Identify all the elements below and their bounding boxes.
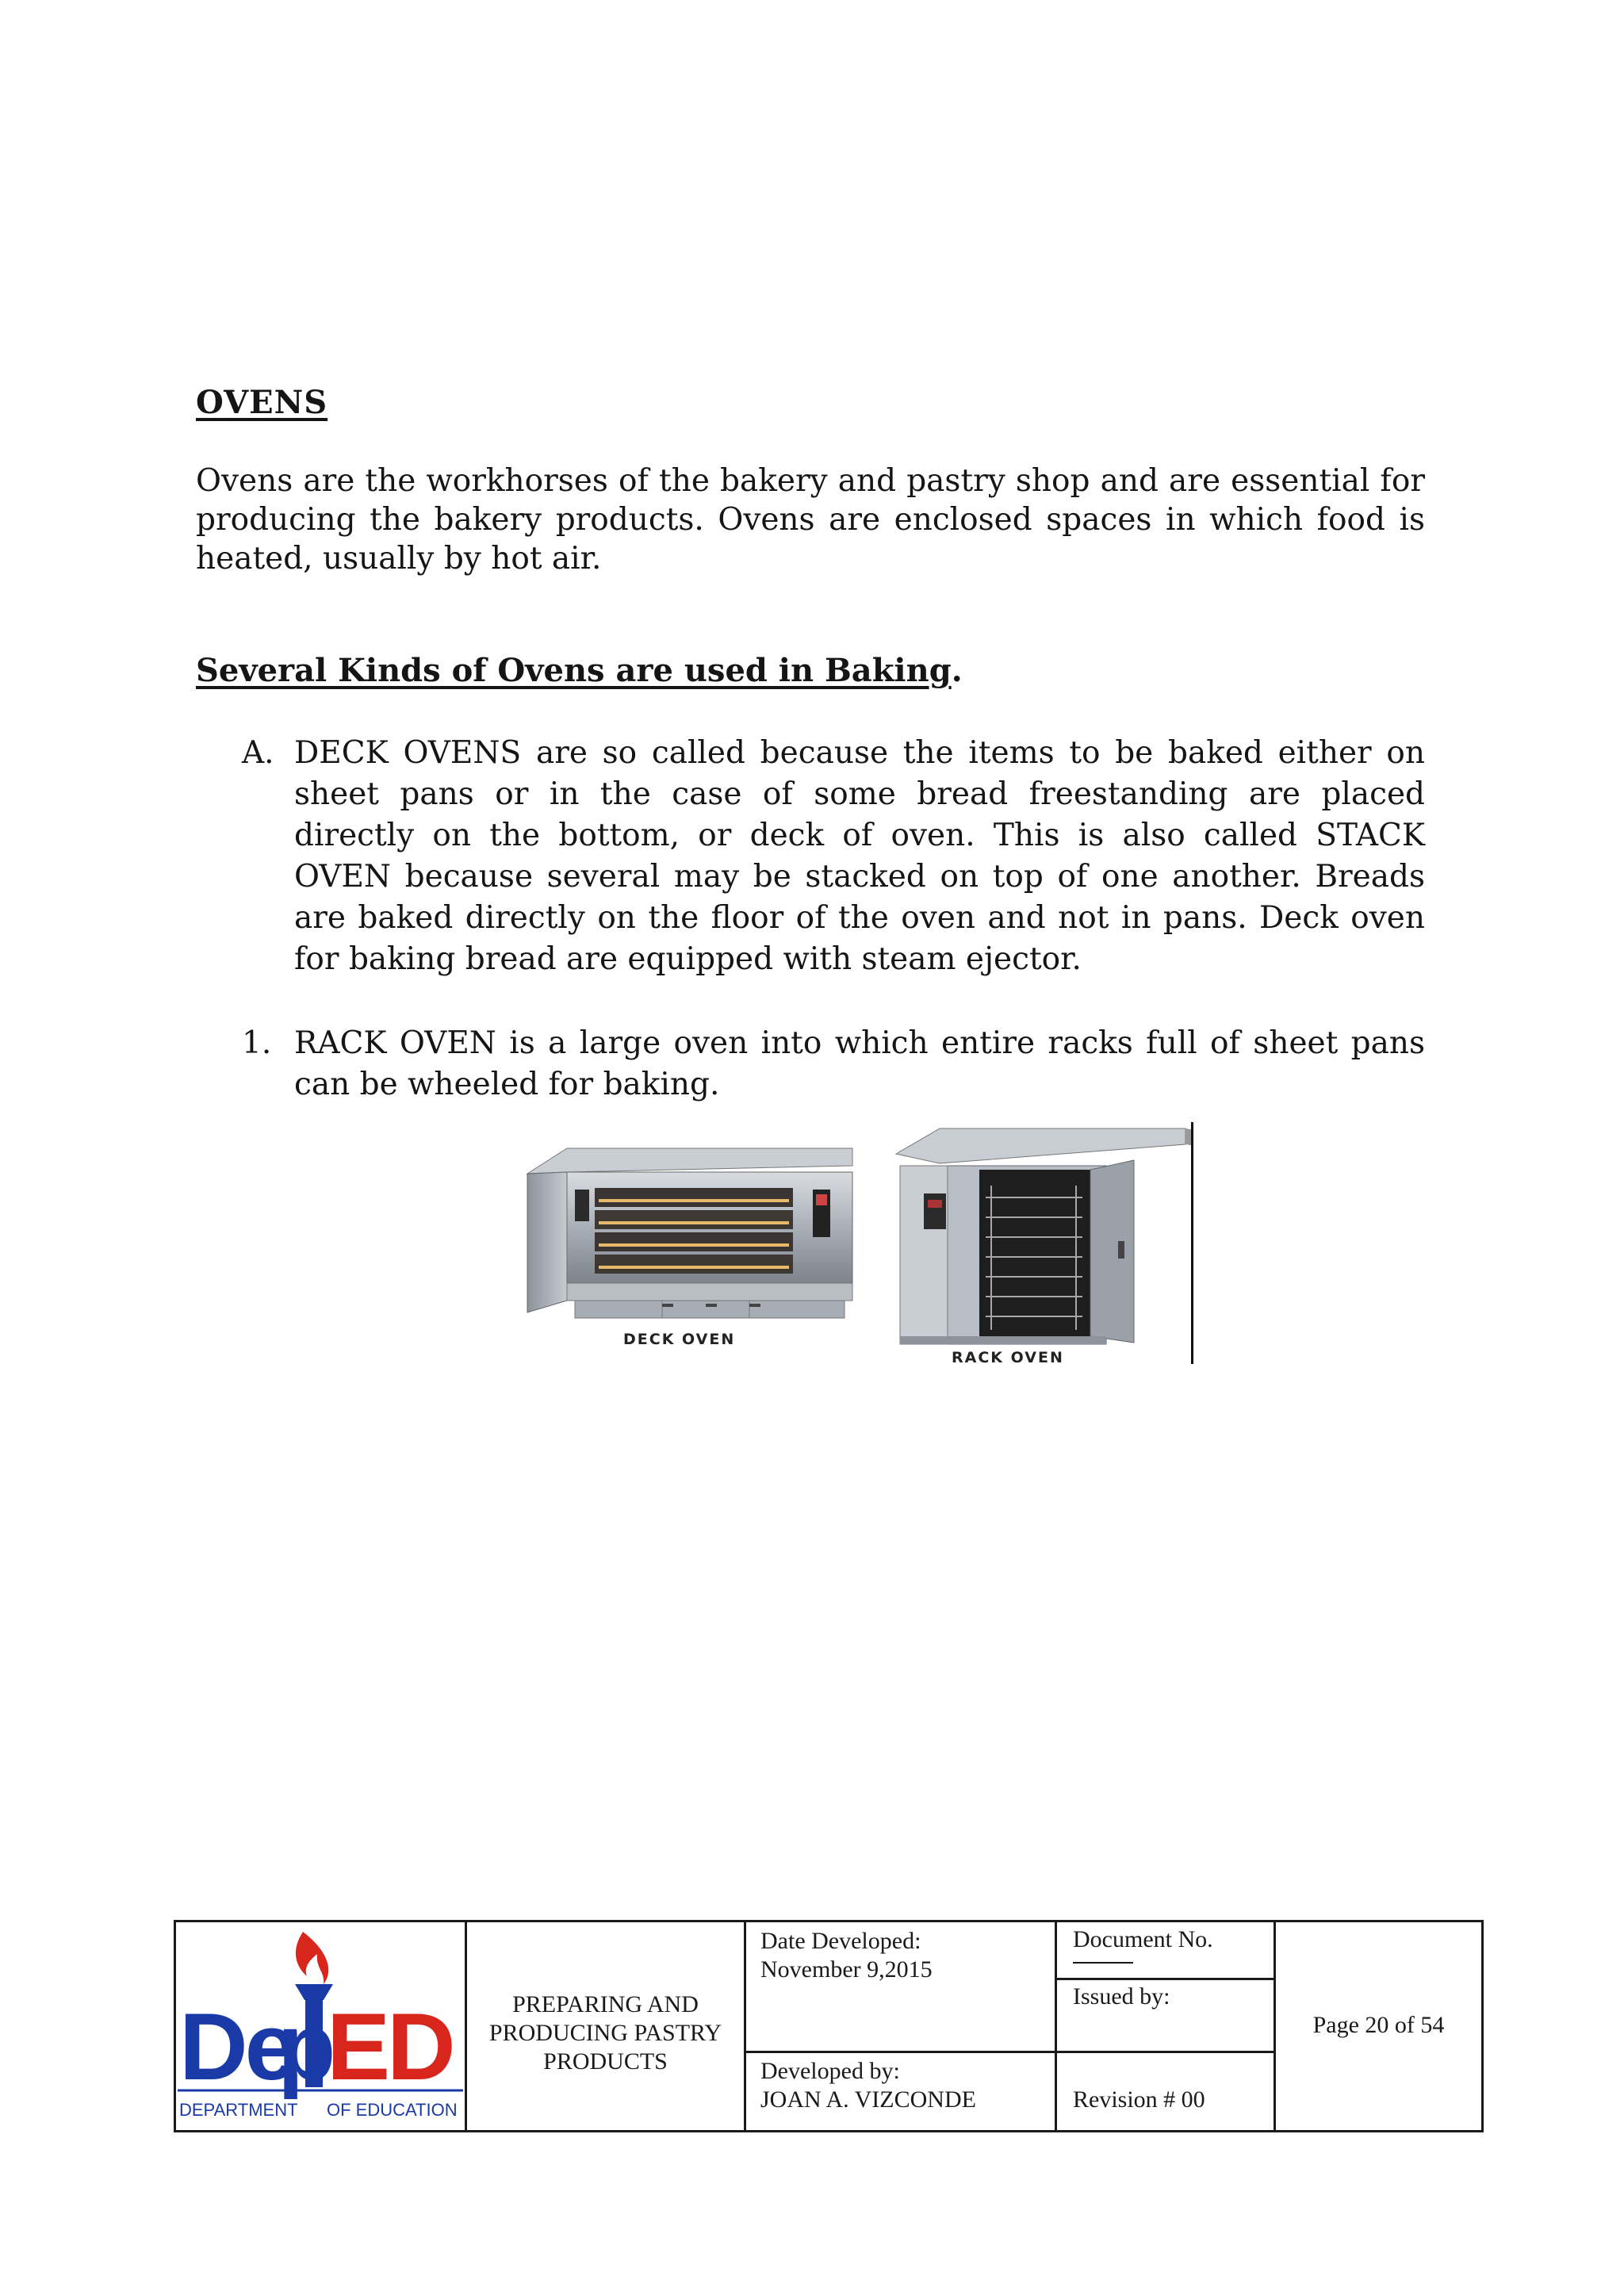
document-footer [174, 1920, 1484, 2132]
list-item-deck-ovens [242, 733, 1425, 980]
deck-oven-caption: DECK OVEN [623, 1331, 736, 1348]
svg-text:OF EDUCATION: OF EDUCATION [327, 2100, 458, 2120]
footer-divider [1057, 2051, 1274, 2053]
footer-divider [746, 2051, 1055, 2053]
footer-docinfo-cell [1057, 1922, 1276, 2130]
svg-text:DEPARTMENT: DEPARTMENT [179, 2100, 298, 2120]
footer-page-cell [1276, 1922, 1481, 2130]
svg-text:p: p [278, 1994, 336, 2100]
subheading-period: . [951, 652, 963, 689]
list-item-text: DECK OVENS are so called because the items to be baked either on sheet pans or in the case of some bread freestanding are placed directly on the bottom, or deck of oven. This is also called STACK OVEN because several may be stacked on top of one another. Breads are baked directly on the floor of the oven and not in pans. Deck oven for baking bread are equipped with steam ejector. [294, 735, 1425, 977]
intro-paragraph: Ovens are the workhorses of the bakery and pastry shop and are essential for producing the bakery products. Ovens are enclosed spaces in which food is heated, usually by hot air. [196, 463, 1425, 577]
list-item-text: RACK OVEN is a large oven into which entire racks full of sheet pans can be wheeled for baking. [294, 1025, 1425, 1102]
date-developed-value: November 9,2015 [760, 1956, 933, 1983]
footer-divider [1057, 1978, 1274, 1980]
list-marker: 1. [242, 1025, 272, 1061]
subheading-text: Several Kinds of Ovens are used in Baking [196, 652, 952, 689]
document-no-label: Document No. [1073, 1926, 1213, 1952]
svg-text:De: De [179, 1994, 295, 2100]
subheading [196, 652, 963, 689]
deped-logo-graphic [176, 1922, 465, 2130]
image-divider [1191, 1122, 1193, 1364]
rack-oven-image [892, 1122, 1193, 1368]
list-marker: A. [242, 735, 274, 771]
list-item-rack-oven [242, 1023, 1425, 1105]
rack-oven-illustration [892, 1122, 1193, 1360]
module-title: PREPARING AND PRODUCING PASTRY PRODUCTS [488, 1991, 722, 2075]
revision-number: Revision # 00 [1073, 2086, 1205, 2113]
page-number: Page 20 of 54 [1312, 2012, 1445, 2038]
deped-logo [176, 1922, 465, 2130]
issued-by-label: Issued by: [1073, 1983, 1170, 2010]
developed-by-label: Developed by: [760, 2058, 900, 2084]
footer-title-cell [467, 1922, 746, 2130]
document-no-blank [1073, 1962, 1133, 1964]
section-heading: OVENS [196, 384, 328, 421]
developed-by-value: JOAN A. VIZCONDE [760, 2086, 976, 2113]
rack-oven-caption: RACK OVEN [952, 1349, 1064, 1366]
footer-date-cell [746, 1922, 1057, 2130]
deck-oven-image [519, 1142, 860, 1348]
footer-logo-cell [176, 1922, 467, 2130]
svg-text:ED: ED [327, 1994, 453, 2100]
deck-oven-illustration [519, 1142, 860, 1348]
date-developed-label: Date Developed: [760, 1928, 921, 1954]
